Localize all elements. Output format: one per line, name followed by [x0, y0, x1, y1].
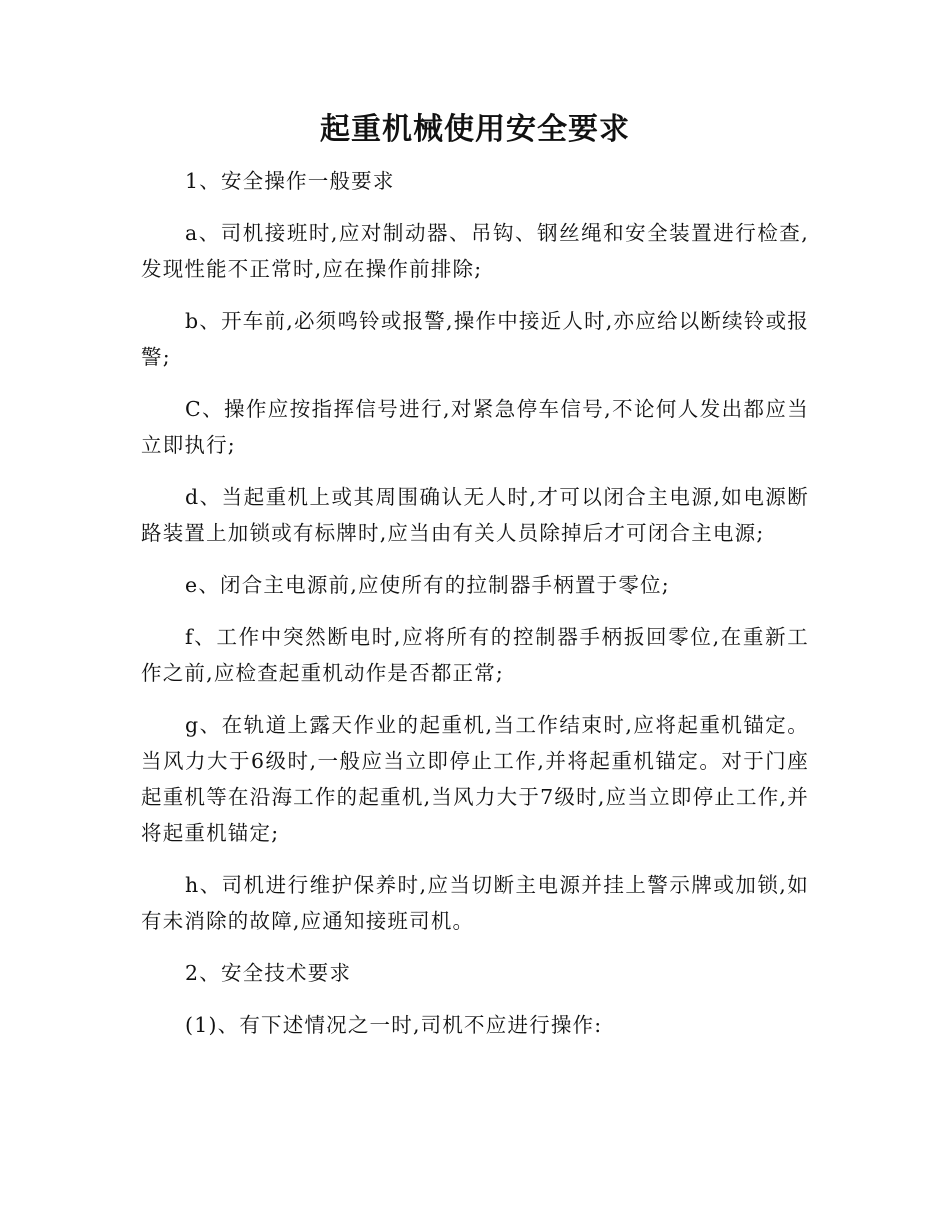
document-title: 起重机械使用安全要求: [320, 112, 630, 147]
paragraph-f: f、工作中突然断电时,应将所有的控制器手柄扳回零位,在重新工作之前,应检查起重机动作是否都正常;: [141, 625, 809, 685]
paragraph-a: a、司机接班时,应对制动器、吊钩、钢丝绳和安全装置进行检查,发现性能不正常时,应在操作前排除;: [141, 221, 809, 281]
document-body: [141, 163, 809, 1059]
paragraph-e: e、闭合主电源前,应使所有的拉制器手柄置于零位;: [185, 573, 670, 597]
paragraph-g: g、在轨道上露天作业的起重机,当工作结束时,应将起重机锚定。当风力大于6级时,一般应当立即停止工作,并将起重机锚定。对于门座起重机等在沿海工作的起重机,当风力大于7级时,应当立即停止工作,并将起重机锚定;: [141, 713, 809, 845]
paragraph-2-1: (1)、有下述情况之一时,司机不应进行操作:: [185, 1013, 603, 1037]
section-heading-2: 2、安全技术要求: [185, 961, 352, 985]
section-heading-1: 1、安全操作一般要求: [185, 169, 395, 193]
paragraph-b: b、开车前,必须鸣铃或报警,操作中接近人时,亦应给以断续铃或报警;: [141, 309, 809, 369]
paragraph-d: d、当起重机上或其周围确认无人时,才可以闭合主电源,如电源断路装置上加锁或有标牌时,应当由有关人员除掉后才可闭合主电源;: [141, 485, 809, 545]
paragraph-h: h、司机进行维护保养时,应当切断主电源并挂上警示牌或加锁,如有未消除的故障,应通知接班司机。: [141, 873, 809, 933]
paragraph-c: C、操作应按指挥信号进行,对紧急停车信号,不论何人发出都应当立即执行;: [141, 397, 809, 457]
